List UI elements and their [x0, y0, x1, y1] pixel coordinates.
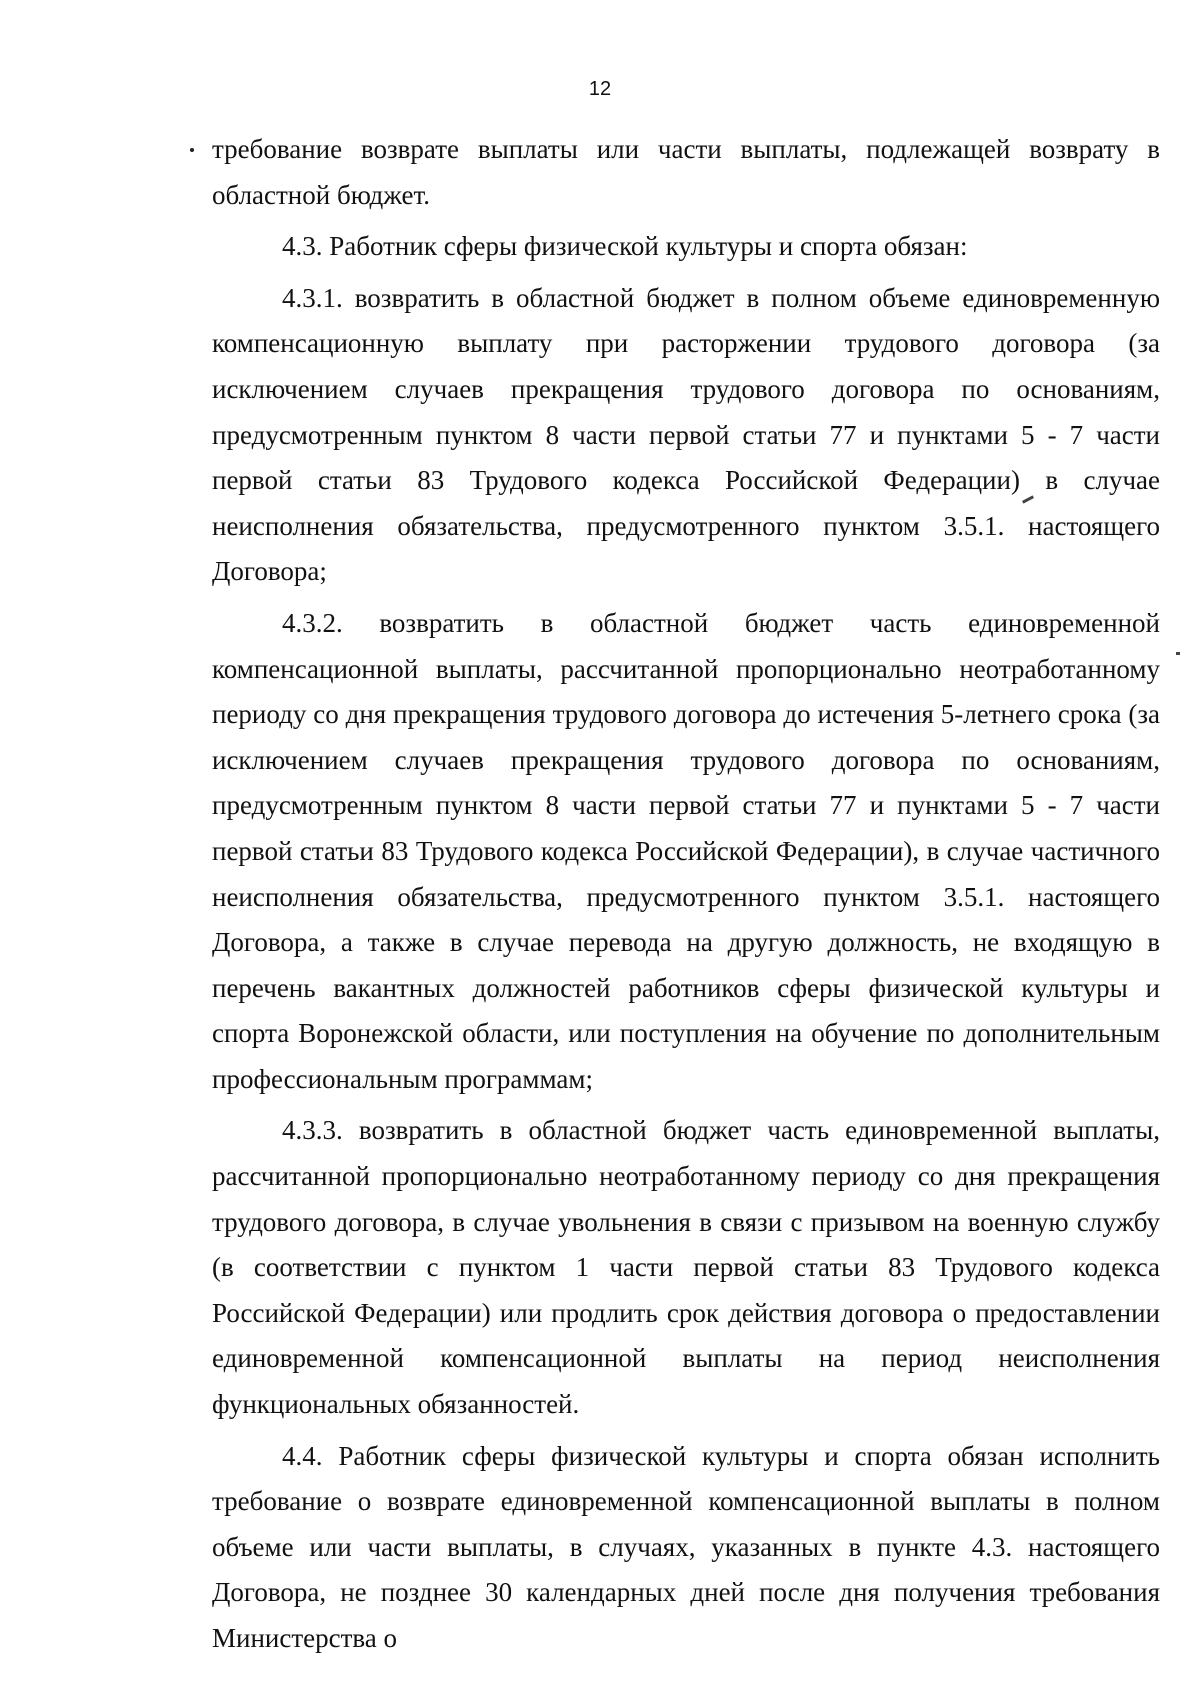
paragraph-4-3-3: 4.3.3. возвратить в областной бюджет часть единовременной выплаты, рассчитанной пропорционально неотработанному периоду со дня прекращения трудового договора, в случае увольнения в связи с призывом на военную службу (в соответствии с пунктом 1 части первой статьи 83 Трудового кодекса Российской Федерации) или продлить срок действия договора о предоставлении единовременной компенсационной выплаты на период неисполнения функциональных обязанностей. [212, 1115, 1160, 1420]
scan-speck-mark [1176, 652, 1180, 655]
paragraph-4-3: 4.3. Работник сферы физической культуры и спорта обязан: [282, 231, 968, 262]
paragraph-4-3-2: 4.3.2. возвратить в областной бюджет часть единовременной компенсационной выплаты, рассчитанной пропорционально неотработанному периоду со дня прекращения трудового договора до истечения 5-летнего срока (за исключением случаев прекращения трудового договора по основаниям, предусмотренным пунктом 8 части первой статьи 77 и пунктами 5 - 7 части первой статьи 83 Трудового кодекса Российской Федерации), в случае частичного неисполнения обязательства, предусмотренного пунктом 3.5.1. настоящего Договора, а также в случае перевода на другую должность, не входящую в перечень вакантных должностей работников сферы физической культуры и спорта Воронежской области, или поступления на обучение по дополнительным профессиональным программам; [212, 607, 1160, 1094]
paragraph-4-4: 4.4. Работник сферы физической культуры и спорта обязан исполнить требование о возврате единовременной компенсационной выплаты в полном объеме или части выплаты, в случаях, указанных в пункте 4.3. настоящего Договора, не позднее 30 календарных дней после дня получения требования Министерства о [212, 1440, 1160, 1653]
document-body [212, 127, 1160, 1668]
scan-dot-mark [190, 148, 194, 152]
page-number: 12 [588, 78, 612, 100]
paragraph-continuation: требование возврате выплаты или части выплаты, подлежащей возврату в областной бюджет. [212, 134, 1160, 210]
paragraph-4-3-1: 4.3.1. возвратить в областной бюджет в полном объеме единовременную компенсационную выплату при расторжении трудового договора (за исключением случаев прекращения трудового договора по основаниям, предусмотренным пунктом 8 части первой статьи 77 и пунктами 5 - 7 части первой статьи 83 Трудового кодекса Российской Федерации) в случае неисполнения обязательства, предусмотренного пунктом 3.5.1. настоящего Договора; [212, 282, 1160, 587]
